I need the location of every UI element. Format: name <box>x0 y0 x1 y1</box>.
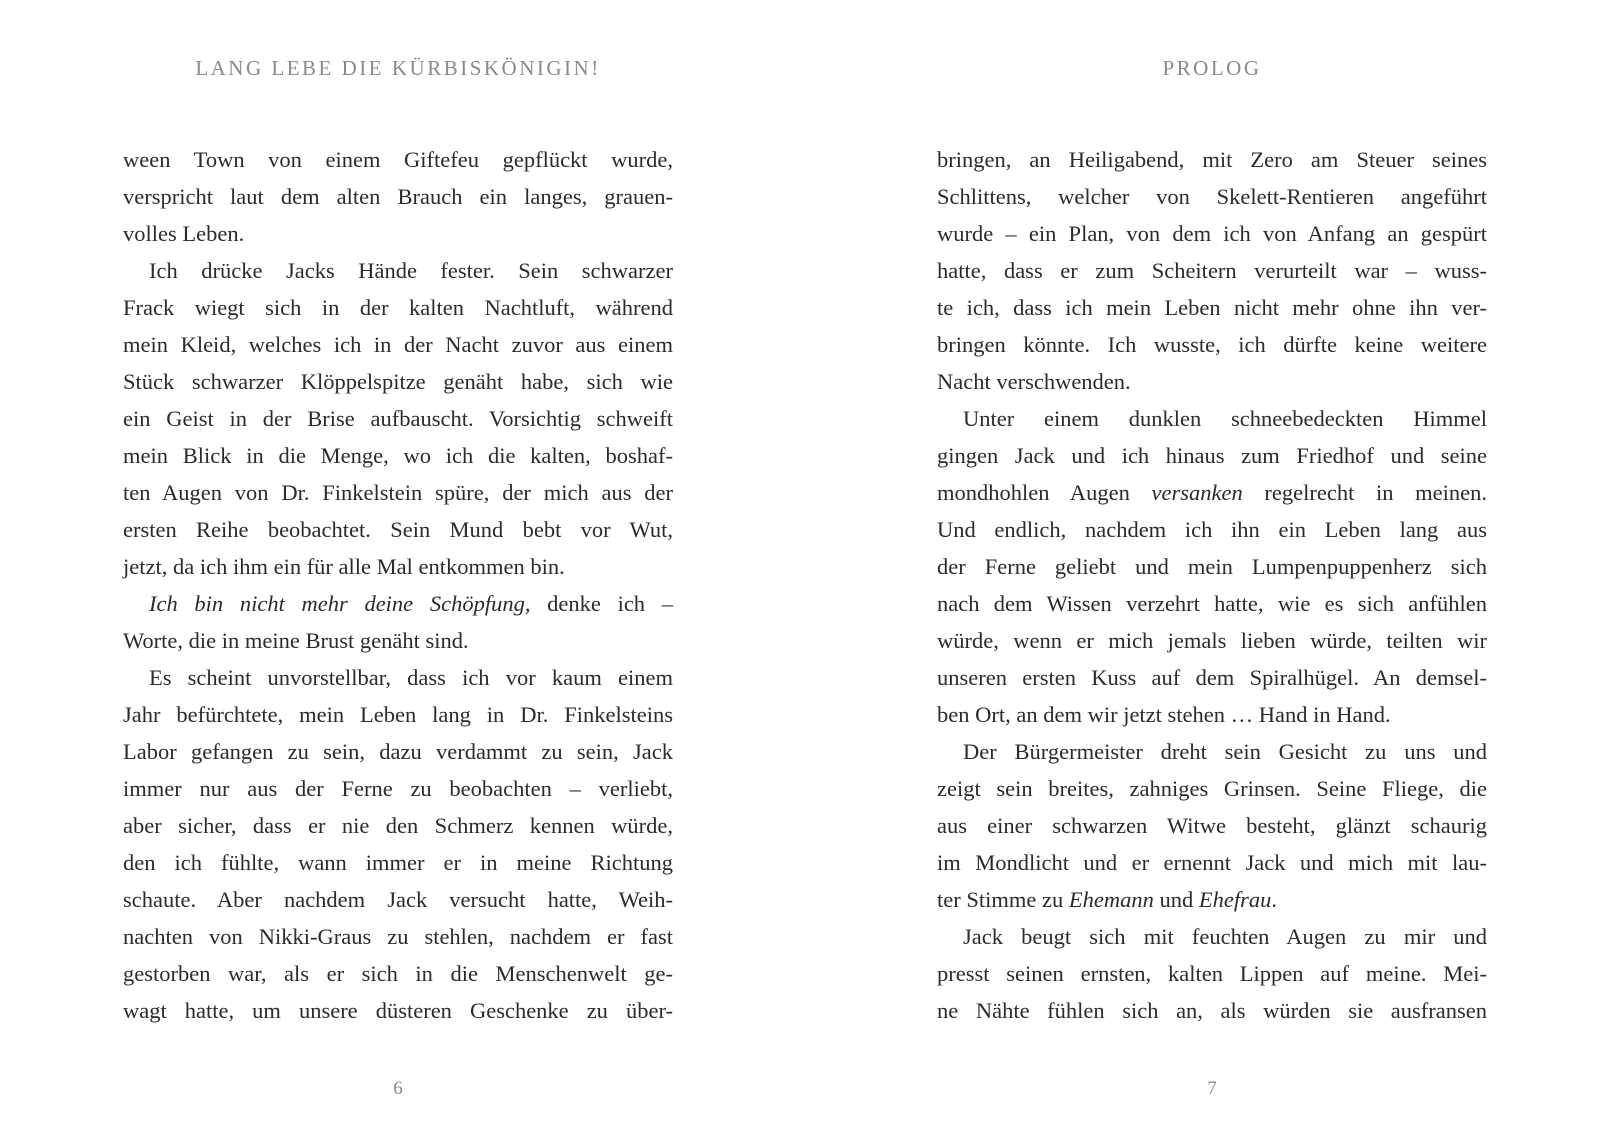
text-line: presst seinen ernsten, kalten Lippen auf meine. Mei- <box>937 961 1487 986</box>
text-line: bringen, an Heiligabend, mit Zero am Steuer seines <box>937 147 1487 172</box>
text-line: würde, wenn er mich jemals lieben würde, teilten wir <box>937 628 1487 653</box>
page-number-left: 6 <box>393 1078 403 1099</box>
text-line: wurde – ein Plan, von dem ich von Anfang an gespürt <box>937 221 1487 246</box>
text-line: ne Nähte fühlen sich an, als würden sie ausfransen <box>937 998 1487 1023</box>
text-line: Labor gefangen zu sein, dazu verdammt zu sein, Jack <box>123 739 673 764</box>
italic-phrase: Ich bin nicht mehr deine Schöpfung, <box>149 591 531 616</box>
text-line: aber sicher, dass er nie den Schmerz kennen würde, <box>123 813 673 838</box>
text-fragment: . <box>1271 887 1277 912</box>
text-fragment: ter Stimme zu <box>937 887 1064 912</box>
italic-word: versanken <box>1151 480 1243 505</box>
text-line: verspricht laut dem alten Brauch ein langes, grauen- <box>123 184 673 209</box>
text-line: den ich fühlte, wann immer er in meine Richtung <box>123 850 673 875</box>
text-line: mein Kleid, welches ich in der Nacht zuvor aus einem <box>123 332 673 357</box>
text-line: te ich, dass ich mein Leben nicht mehr ohne ihn ver- <box>937 295 1487 320</box>
text-line-mixed <box>937 474 1487 511</box>
text-line: Der Bürgermeister dreht sein Gesicht zu uns und <box>963 739 1487 764</box>
text-line: aus einer schwarzen Witwe besteht, glänzt schaurig <box>937 813 1487 838</box>
text-line: ersten Reihe beobachtet. Sein Mund bebt vor Wut, <box>123 517 673 542</box>
text-line-mixed <box>937 881 1487 918</box>
text-line: Stück schwarzer Klöppelspitze genäht habe, sich wie <box>123 369 673 394</box>
text-line: ween Town von einem Giftefeu gepflückt wurde, <box>123 147 673 172</box>
text-line: wagt hatte, um unsere düsteren Geschenke zu über- <box>123 998 673 1023</box>
text-line-mixed <box>123 585 673 622</box>
text-line: schaute. Aber nachdem Jack versucht hatte, Weih- <box>123 887 673 912</box>
text-fragment: regelrecht in meinen. <box>1264 480 1488 505</box>
running-head-left: LANG LEBE DIE KÜRBISKÖNIGIN! <box>195 56 601 80</box>
text-line: gestorben war, als er sich in die Menschenwelt ge- <box>123 961 673 986</box>
text-line: Es scheint unvorstellbar, dass ich vor kaum einem <box>149 665 673 690</box>
text-line: Unter einem dunklen schneebedeckten Himmel <box>963 406 1487 431</box>
text-line: ein Geist in der Brise aufbauscht. Vorsichtig schweift <box>123 406 673 431</box>
page-number-right: 7 <box>1207 1078 1217 1099</box>
text-line: im Mondlicht und er ernennt Jack und mich mit lau- <box>937 850 1487 875</box>
text-line: hatte, dass er zum Scheitern verurteilt war – wuss- <box>937 258 1487 283</box>
text-line: immer nur aus der Ferne zu beobachten – verliebt, <box>123 776 673 801</box>
text-line: Jahr befürchtete, mein Leben lang in Dr. Finkelsteins <box>123 702 673 727</box>
text-line: Nacht verschwenden. <box>937 369 1131 394</box>
right-page-text <box>937 141 1487 1029</box>
text-line: unseren ersten Kuss auf dem Spiralhügel. An demsel- <box>937 665 1487 690</box>
left-page-text <box>123 141 673 1029</box>
text-fragment: denke ich – <box>547 591 673 616</box>
text-line: Schlittens, welcher von Skelett-Rentieren angeführt <box>937 184 1487 209</box>
text-line: mein Blick in die Menge, wo ich die kalten, boshaf- <box>123 443 673 468</box>
text-line: Ich drücke Jacks Hände fester. Sein schwarzer <box>149 258 673 283</box>
text-line: Jack beugt sich mit feuchten Augen zu mir und <box>963 924 1487 949</box>
text-line: volles Leben. <box>123 221 245 246</box>
text-line: der Ferne geliebt und mein Lumpenpuppenherz sich <box>937 554 1487 579</box>
text-line: nach dem Wissen verzehrt hatte, wie es sich anfühlen <box>937 591 1487 616</box>
text-line: gingen Jack und ich hinaus zum Friedhof und seine <box>937 443 1487 468</box>
text-line: nachten von Nikki-Graus zu stehlen, nachdem er fast <box>123 924 673 949</box>
text-fragment: mondhohlen Augen <box>937 480 1130 505</box>
text-line: bringen könnte. Ich wusste, ich dürfte keine weitere <box>937 332 1487 357</box>
running-head-right: PROLOG <box>1162 56 1262 80</box>
text-line: ten Augen von Dr. Finkelstein spüre, der mich aus der <box>123 480 673 505</box>
text-line: Und endlich, nachdem ich ihn ein Leben lang aus <box>937 517 1487 542</box>
text-line: Worte, die in meine Brust genäht sind. <box>123 628 469 653</box>
text-fragment: und <box>1159 887 1194 912</box>
text-line: jetzt, da ich ihm ein für alle Mal entkommen bin. <box>123 554 565 579</box>
italic-word: Ehefrau <box>1198 887 1272 912</box>
right-page <box>800 0 1600 1131</box>
text-line: Frack wiegt sich in der kalten Nachtluft, während <box>123 295 673 320</box>
text-line: zeigt sein breites, zahniges Grinsen. Seine Fliege, die <box>937 776 1487 801</box>
italic-word: Ehemann <box>1068 887 1154 912</box>
text-line: ben Ort, an dem wir jetzt stehen … Hand in Hand. <box>937 702 1391 727</box>
